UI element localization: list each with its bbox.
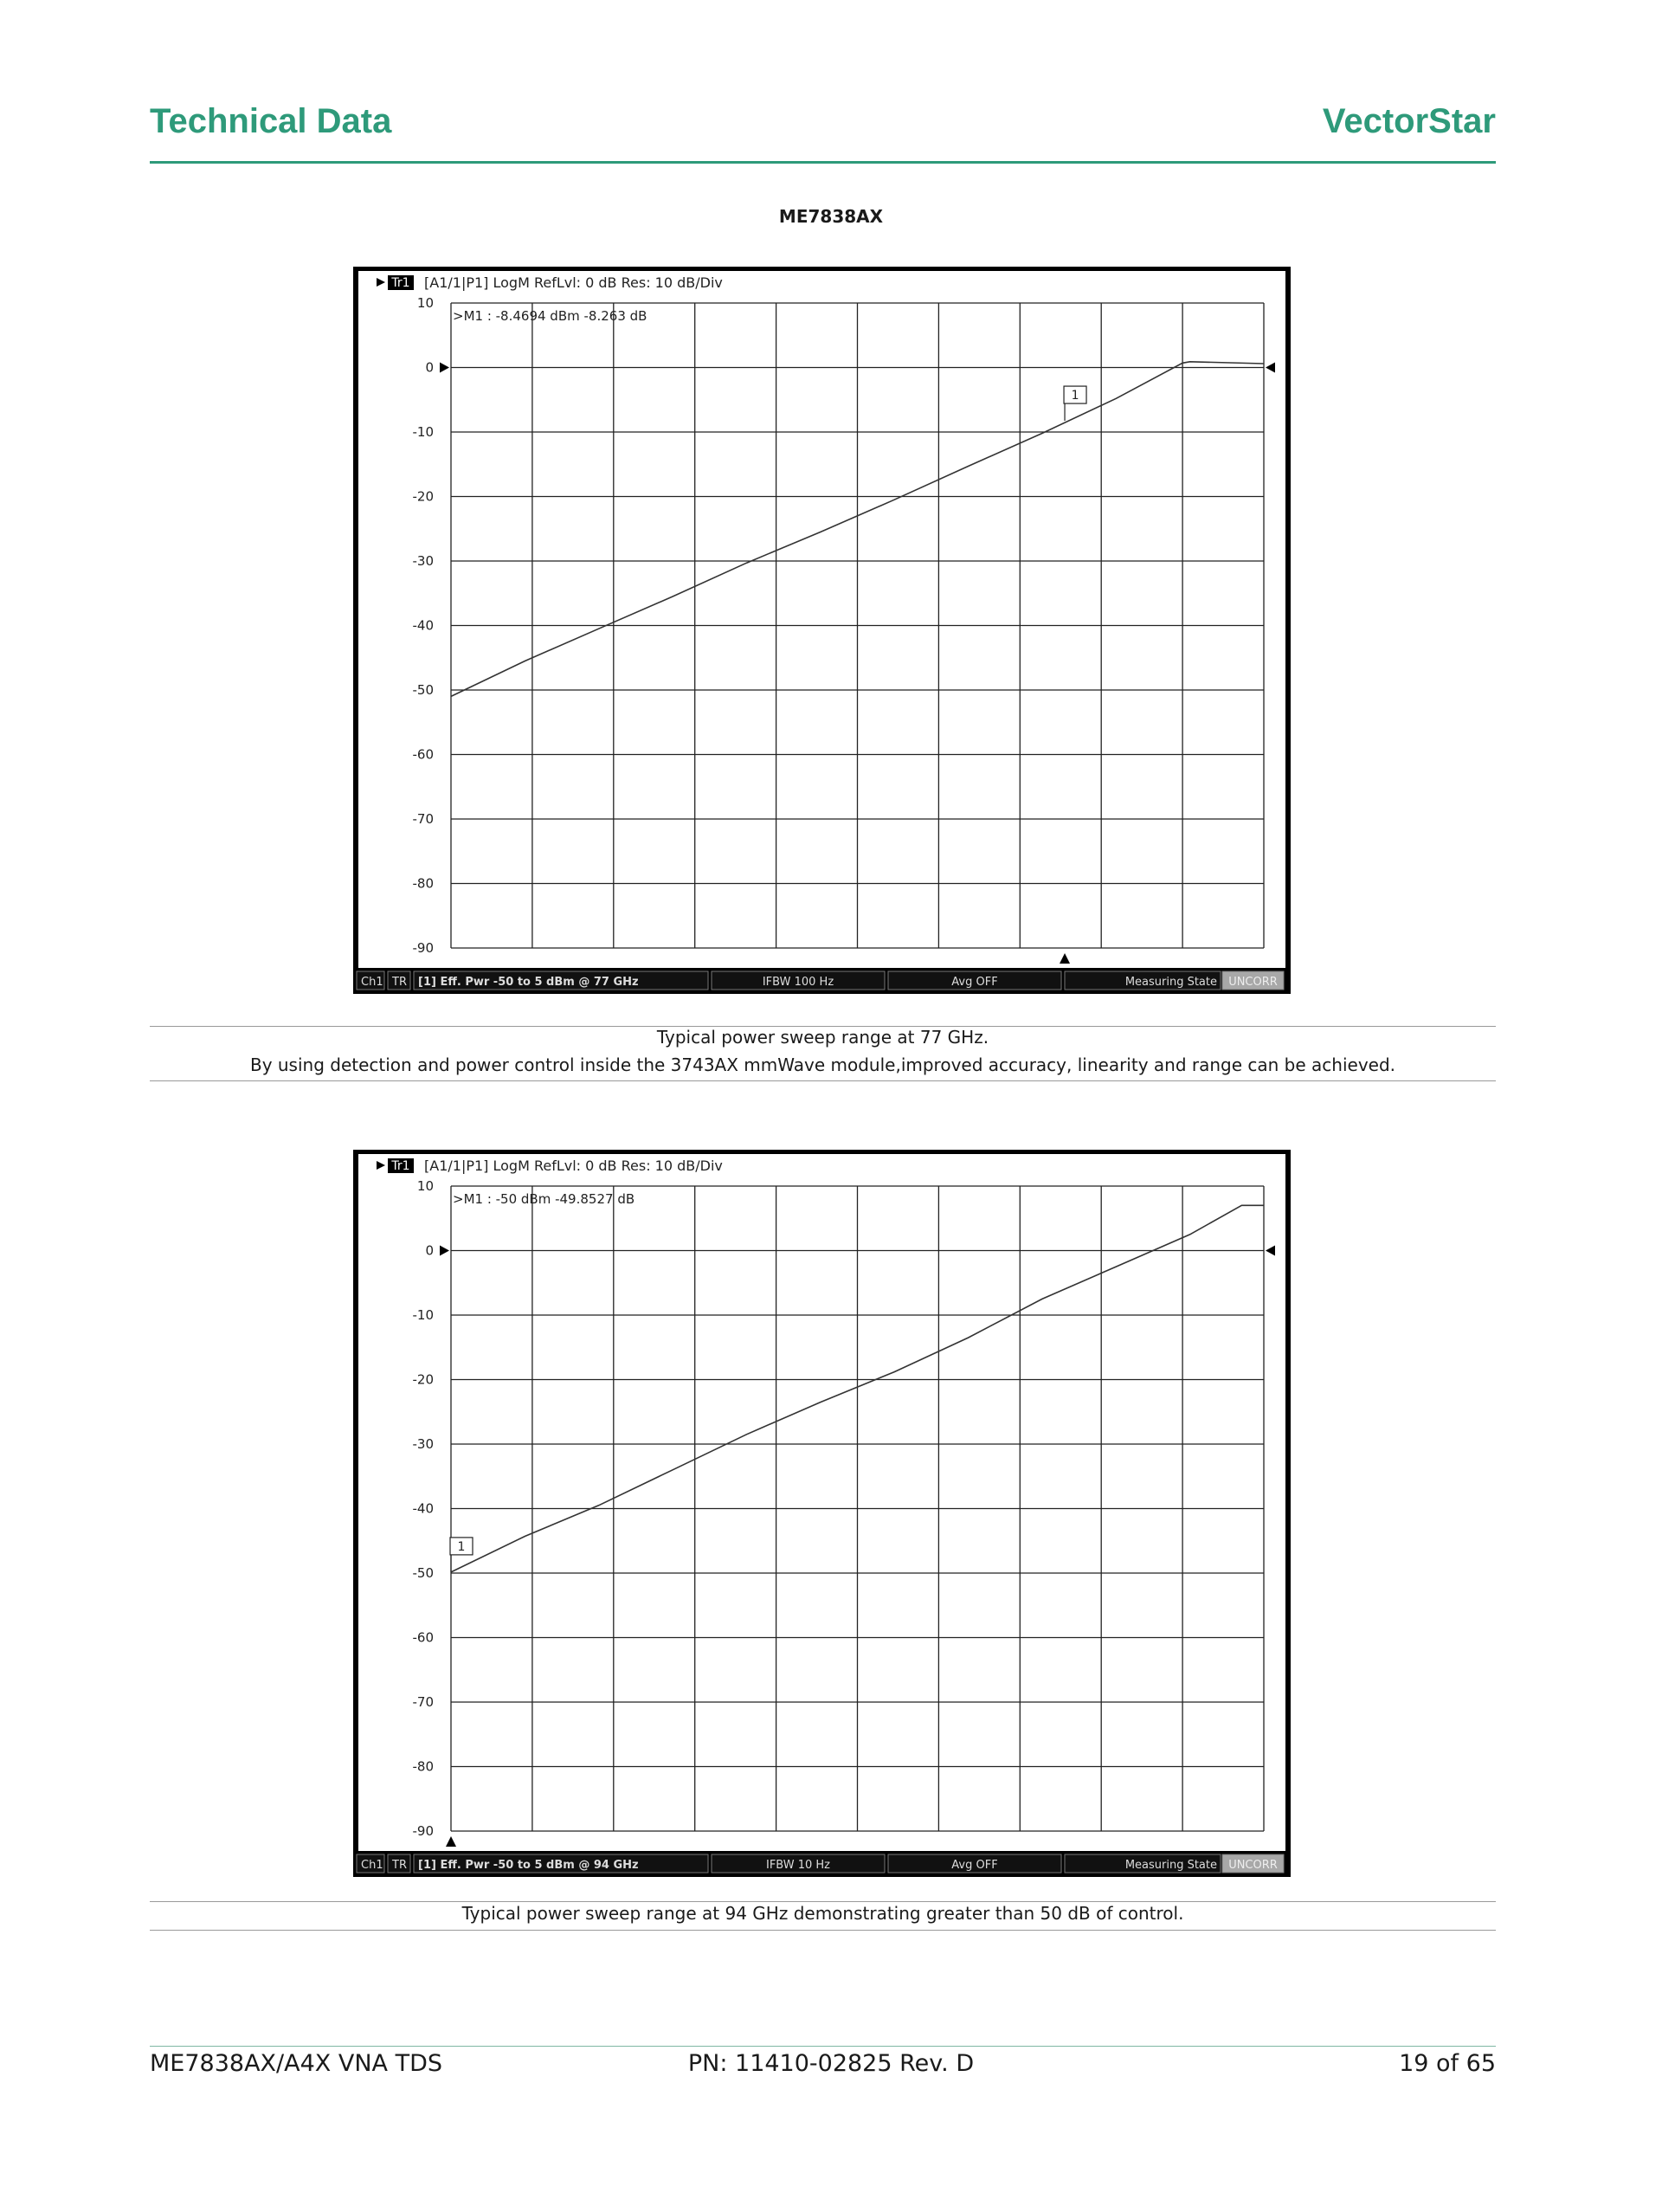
y-tick-label: -20 xyxy=(412,1371,434,1388)
footer-page-number: 19 of 65 xyxy=(1399,2050,1496,2077)
caption-77ghz-line1: Typical power sweep range at 77 GHz. xyxy=(656,1027,989,1048)
status-uncorrected-flag: UNCORR xyxy=(1228,976,1278,989)
footer-divider xyxy=(150,2046,1496,2047)
status-averaging: Avg OFF xyxy=(951,976,998,989)
footer-part-number: PN: 11410-02825 Rev. D xyxy=(687,2050,975,2077)
y-tick-label: -60 xyxy=(412,1629,434,1646)
trace-tag-label: Tr1 xyxy=(391,1159,410,1173)
y-tick-label: -30 xyxy=(412,1436,434,1452)
status-ifbw: IFBW 100 Hz xyxy=(762,976,834,989)
status-sweep-setting: [1] Eff. Pwr -50 to 5 dBm @ 94 GHz xyxy=(418,1859,639,1872)
caption-rule-bottom xyxy=(150,1080,1496,1081)
y-tick-label: -40 xyxy=(412,1500,434,1517)
marker-flag-label: 1 xyxy=(1071,389,1079,403)
screen-background xyxy=(358,1154,1285,1860)
marker-readout: >M1 : -8.4694 dBm -8.263 dB xyxy=(453,308,647,324)
status-channel: Ch1 xyxy=(361,976,383,989)
y-tick-label: -50 xyxy=(412,1565,434,1581)
y-tick-label: 10 xyxy=(416,295,434,311)
footer-doc-title: ME7838AX/A4X VNA TDS xyxy=(150,2050,443,2077)
status-bar xyxy=(353,1851,1291,1877)
y-tick-label: -30 xyxy=(412,553,434,569)
status-uncorrected-flag: UNCORR xyxy=(1228,1859,1278,1872)
trace-title-line: [A1/1|P1] LogM RefLvl: 0 dB Res: 10 dB/Div xyxy=(424,1158,723,1174)
y-tick-label: 0 xyxy=(425,1242,434,1259)
status-measuring-state: Measuring State xyxy=(1124,976,1217,989)
caption-rule-top xyxy=(150,1901,1496,1902)
vna-plot-94ghz xyxy=(353,1150,1291,1877)
caption-94ghz-line1: Typical power sweep range at 94 GHz demonstrating greater than 50 dB of control. xyxy=(461,1903,1184,1924)
y-tick-label: -10 xyxy=(412,424,434,440)
trace-tag-label: Tr1 xyxy=(391,276,410,290)
y-tick-label: -10 xyxy=(412,1307,434,1323)
y-tick-label: -20 xyxy=(412,488,434,505)
y-tick-label: -90 xyxy=(412,1823,434,1839)
model-heading: ME7838AX xyxy=(778,206,884,227)
status-sweep-setting: [1] Eff. Pwr -50 to 5 dBm @ 77 GHz xyxy=(418,976,639,989)
y-tick-label: -90 xyxy=(412,940,434,956)
vna-screenshot-77ghz xyxy=(353,267,1291,994)
header-left-title: Technical Data xyxy=(150,102,392,140)
y-tick-label: -60 xyxy=(412,746,434,763)
y-tick-label: -40 xyxy=(412,617,434,634)
screen-background xyxy=(358,271,1285,977)
status-bar xyxy=(353,968,1291,994)
status-ifbw: IFBW 10 Hz xyxy=(765,1859,831,1872)
y-tick-label: 10 xyxy=(416,1178,434,1194)
caption-rule-bottom xyxy=(150,1930,1496,1931)
caption-77ghz-line2: By using detection and power control inside the 3743AX mmWave module,improved accuracy, linearity and range can be achieved. xyxy=(249,1054,1396,1075)
y-tick-label: -70 xyxy=(412,811,434,827)
y-tick-label: -50 xyxy=(412,682,434,698)
vna-screenshot-94ghz xyxy=(353,1150,1291,1877)
status-trace: TR xyxy=(392,1859,407,1872)
y-tick-label: -80 xyxy=(412,1758,434,1775)
status-trace: TR xyxy=(392,976,407,989)
trace-title-line: [A1/1|P1] LogM RefLvl: 0 dB Res: 10 dB/Div xyxy=(424,274,723,291)
status-channel: Ch1 xyxy=(361,1859,383,1872)
marker-flag-label: 1 xyxy=(457,1539,466,1554)
y-tick-label: -70 xyxy=(412,1694,434,1710)
status-averaging: Avg OFF xyxy=(951,1859,998,1872)
header-right-brand: VectorStar xyxy=(1322,102,1496,140)
marker-readout: >M1 : -50 dBm -49.8527 dB xyxy=(453,1191,635,1207)
header-divider xyxy=(150,161,1496,164)
y-tick-label: 0 xyxy=(425,359,434,376)
y-tick-label: -80 xyxy=(412,875,434,892)
vna-plot-77ghz xyxy=(353,267,1291,994)
status-measuring-state: Measuring State xyxy=(1124,1859,1217,1872)
